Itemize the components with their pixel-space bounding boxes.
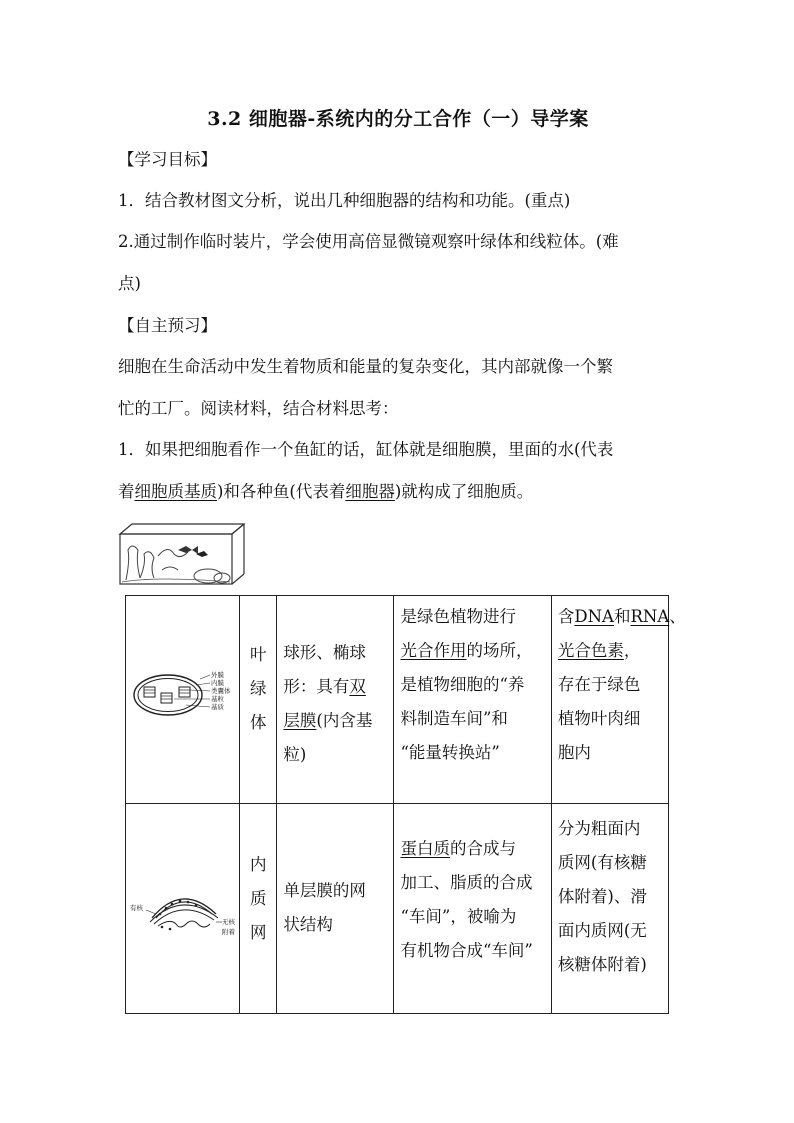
note-text: 、 [669, 607, 686, 626]
er-note-cell [551, 804, 668, 1014]
label-stroma: 基质 [210, 703, 224, 711]
label-thylakoid: 类囊体 [210, 687, 231, 695]
label-without-ribosome: 无核 [221, 918, 235, 926]
er-diagram-cell [126, 804, 240, 1014]
question-1-line2 [118, 480, 678, 504]
answer-organelle: 细胞器 [345, 482, 395, 501]
label-attached: 附着 [221, 928, 235, 936]
note-line: 质网(有核糖 [557, 853, 647, 872]
page-title: 3.2 细胞器-系统内的分工合作（一）导学案 [207, 108, 589, 130]
name-char: 内 [249, 855, 267, 874]
answer-photosynthesis: 光合作用 [400, 641, 467, 660]
note-text: 和 [613, 607, 631, 626]
chloroplast-diagram-cell [126, 596, 240, 804]
label-granum: 基粒 [210, 695, 224, 703]
preview-intro-line1: 细胞在生命活动中发生着物质和能量的复杂变化，其内部就像一个繁 [118, 357, 613, 376]
name-char: 网 [249, 923, 267, 942]
chloroplast-diagram [130, 661, 236, 731]
fish-tank-illustration [118, 520, 246, 586]
function-line: 是植物细胞的“养 [400, 675, 525, 694]
q1-text-b: )和各种鱼(代表着 [217, 482, 346, 501]
label-with-ribosome: 有核 [129, 904, 143, 912]
note-line: 分为粗面内 [557, 819, 641, 838]
chloroplast-note-cell [551, 596, 686, 804]
note-line: 体附着)、滑 [557, 887, 647, 906]
note-line: 存在于绿色 [557, 675, 641, 694]
structure-line: 粒) [283, 745, 307, 764]
answer-pigment: 光合色素 [557, 641, 624, 660]
function-text: 的场所， [466, 641, 533, 660]
note-line: 胞内 [557, 743, 591, 762]
name-char: 质 [249, 889, 267, 908]
function-text: 的合成与 [449, 839, 516, 858]
structure-line: 单层膜的网 [283, 881, 366, 900]
er-name-cell [240, 804, 277, 1014]
objectives-heading: 【学习目标】 [118, 150, 217, 169]
er-function-cell [394, 804, 551, 1014]
answer-double: 双 [349, 677, 366, 696]
function-line: 加工、脂质的合成 [400, 873, 533, 892]
preview-intro-line2: 忙的工厂。阅读材料，结合材料思考： [118, 399, 399, 418]
note-line [558, 634, 662, 668]
function-line [400, 634, 544, 668]
answer-membrane: 层膜 [283, 711, 317, 730]
chloroplast-name-cell [240, 596, 277, 804]
note-line: 面内质网(无 [557, 921, 647, 940]
q1-text-c: )就构成了细胞质。 [394, 482, 534, 501]
answer-dna: DNA [574, 607, 614, 626]
objective-item-2-line2: 点) [118, 274, 141, 293]
answer-rna: RNA [630, 607, 670, 626]
name-char: 体 [249, 713, 267, 732]
note-text: 含 [557, 607, 575, 626]
label-inner-membrane: 内膜 [210, 679, 224, 687]
note-text: ， [623, 641, 641, 660]
function-line [400, 832, 544, 866]
structure-line [283, 670, 387, 704]
er-structure-cell [277, 804, 394, 1014]
label-outer-membrane: 外膜 [210, 671, 224, 679]
er-diagram [130, 878, 236, 938]
organelle-table [125, 595, 686, 1014]
q1-text-a: 着 [118, 482, 135, 501]
structure-line: 状结构 [283, 915, 333, 934]
answer-cytoplasm-matrix: 细胞质基质 [134, 482, 217, 501]
objective-item-2-line1: 2.通过制作临时装片，学会使用高倍显微镜观察叶绿体和线粒体。(难 [118, 232, 619, 251]
note-line [557, 600, 686, 634]
structure-line [283, 704, 387, 738]
table-row-chloroplast [126, 596, 669, 804]
name-char: 叶 [249, 645, 267, 664]
objective-item-1: 1．结合教材图文分析，说出几种细胞器的结构和功能。(重点) [118, 191, 571, 210]
note-line: 核糖体附着) [557, 955, 647, 974]
structure-line: 球形、椭球 [283, 643, 366, 662]
function-line: 是绿色植物进行 [400, 607, 516, 626]
table-row-endoplasmic-reticulum [126, 804, 669, 1014]
question-1-line1: 1．如果把细胞看作一个鱼缸的话，缸体就是细胞膜，里面的水(代表 [118, 440, 614, 459]
chloroplast-function-cell [394, 596, 551, 804]
preview-heading: 【自主预习】 [118, 316, 217, 335]
function-line: 有机物合成“车间” [400, 941, 533, 960]
note-line: 植物叶肉细 [557, 709, 641, 728]
structure-text: 形：具有 [283, 677, 350, 696]
function-line: “车间”，被喻为 [400, 907, 517, 926]
answer-protein: 蛋白质 [400, 839, 450, 858]
function-line: “能量转换站” [400, 743, 500, 762]
name-char: 绿 [249, 679, 267, 698]
structure-text: (内含基 [316, 711, 373, 730]
function-line: 料制造车间”和 [400, 709, 508, 728]
chloroplast-structure-cell [277, 596, 394, 804]
